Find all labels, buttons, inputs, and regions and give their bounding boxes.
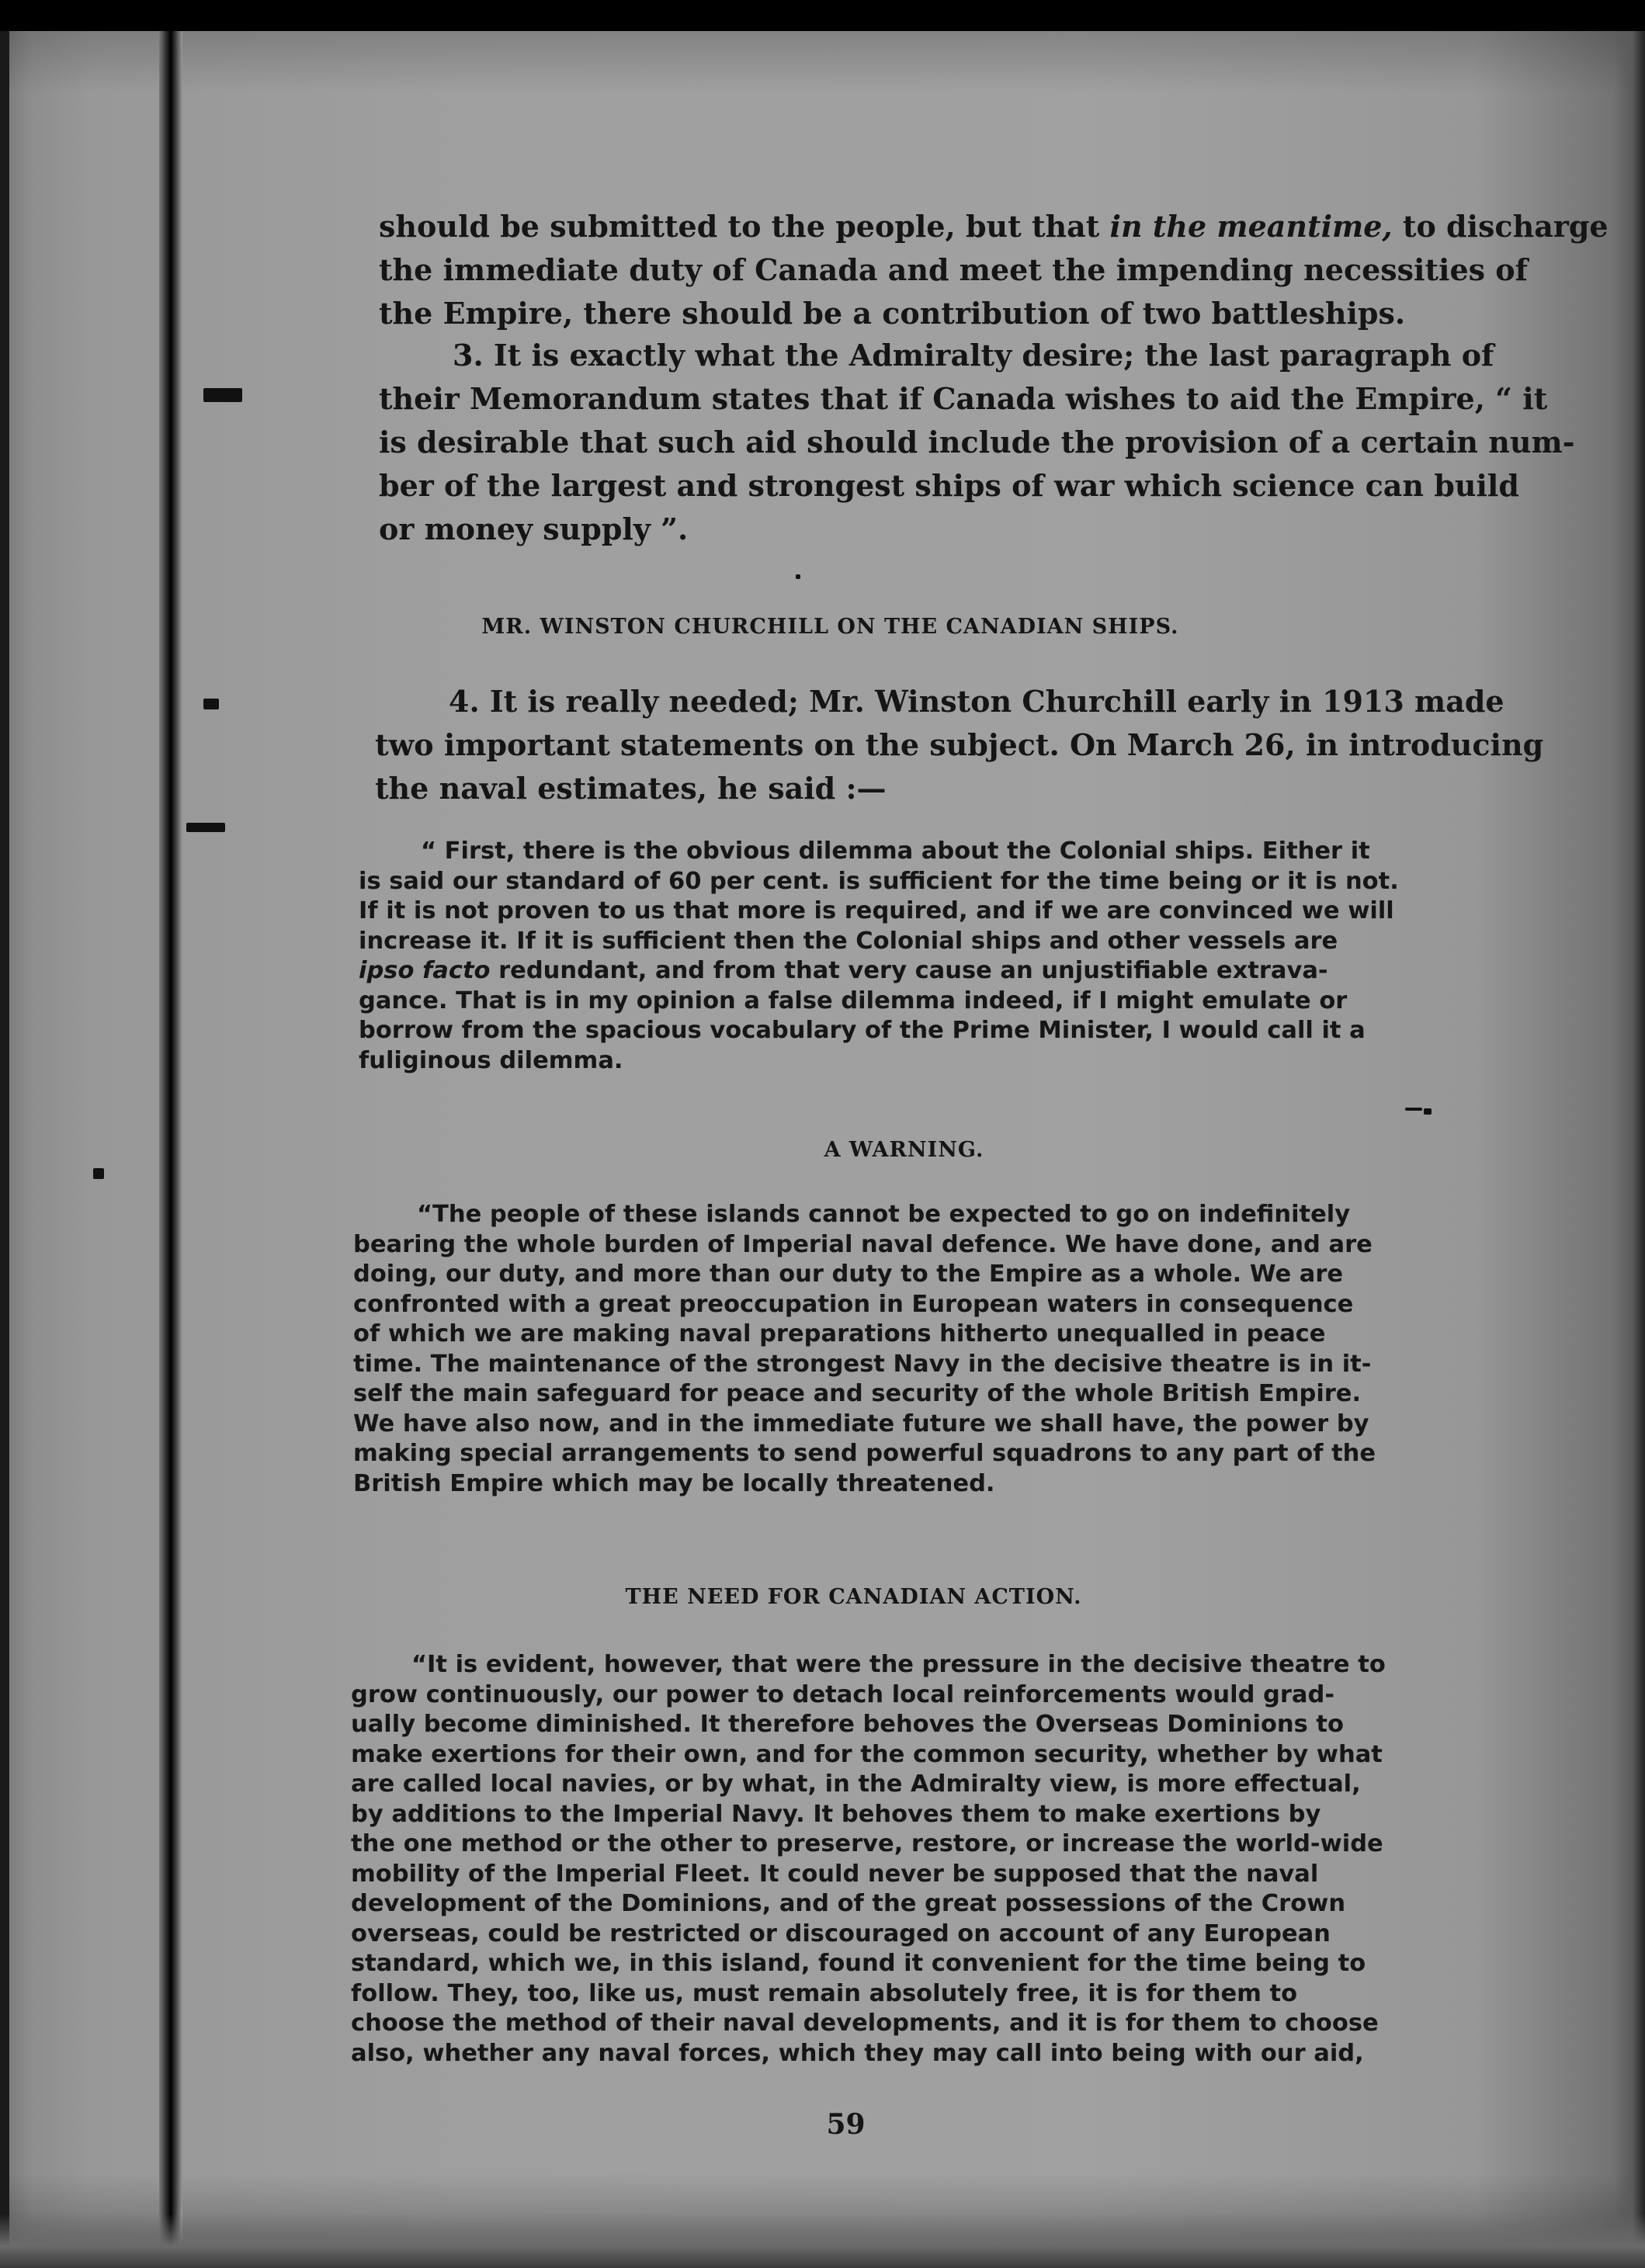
text-line: of which we are making naval preparations hitherto unequalled in peace bbox=[353, 1320, 1326, 1347]
scan-speck bbox=[1405, 1108, 1422, 1111]
text-line: ipso facto redundant, and from that very cause an unjustifiable extrava- bbox=[359, 957, 1328, 984]
scan-speck bbox=[186, 823, 225, 832]
text-line: grow continuously, our power to detach local reinforcements would grad- bbox=[351, 1680, 1335, 1708]
scan-speck bbox=[796, 574, 800, 579]
text-line: We have also now, and in the immediate future we shall have, the power by bbox=[353, 1410, 1369, 1437]
text-line: are called local navies, or by what, in the Admiralty view, is more effectual, bbox=[351, 1770, 1361, 1798]
text-line: overseas, could be restricted or discouraged on account of any European bbox=[351, 1919, 1331, 1947]
text-line: fuliginous dilemma. bbox=[359, 1046, 623, 1074]
text-line: two important statements on the subject. On March 26, in introducing bbox=[375, 727, 1544, 762]
text-line: choose the method of their naval developments, and it is for them to choose bbox=[351, 2010, 1379, 2037]
text-line: gance. That is in my opinion a false dilemma indeed, if I might emulate or bbox=[359, 987, 1348, 1014]
page-number: 59 bbox=[826, 2108, 866, 2141]
text-line: British Empire which may be locally threatened. bbox=[353, 1469, 995, 1497]
text-line: “ First, there is the obvious dilemma about the Colonial ships. Either it bbox=[421, 837, 1370, 865]
text-line: is desirable that such aid should include the provision of a certain num- bbox=[379, 425, 1575, 459]
paragraph-continuation bbox=[379, 205, 1609, 335]
text-line: is said our standard of 60 per cent. is sufficient for the time being or it is not. bbox=[359, 867, 1399, 895]
text-line: increase it. If it is sufficient then the Colonial ships and other vessels are bbox=[359, 927, 1338, 955]
scan-speck bbox=[93, 1168, 104, 1179]
text-line: make exertions for their own, and for the common security, whether by what bbox=[351, 1740, 1383, 1768]
text-line: by additions to the Imperial Navy. It behoves them to make exertions by bbox=[351, 1800, 1321, 1828]
text-line: “The people of these islands cannot be expected to go on indefinitely bbox=[417, 1201, 1351, 1228]
paragraph-4 bbox=[375, 680, 1544, 810]
scan-speck bbox=[203, 388, 242, 402]
text-line: ually become diminished. It therefore behoves the Overseas Dominions to bbox=[351, 1711, 1344, 1738]
text-line: mobility of the Imperial Fleet. It could never be supposed that the naval bbox=[351, 1860, 1319, 1888]
scan-speck bbox=[1424, 1108, 1432, 1115]
italic-phrase: in the meantime, bbox=[1109, 209, 1393, 244]
text-line: their Memorandum states that if Canada wishes to aid the Empire, “ it bbox=[379, 381, 1548, 416]
text-line: “It is evident, however, that were the pressure in the decisive theatre to bbox=[411, 1651, 1386, 1678]
text-line: 3. It is exactly what the Admiralty desire; the last paragraph of bbox=[453, 338, 1494, 373]
bottom-page-edge bbox=[0, 2214, 1645, 2268]
text-line: doing, our duty, and more than our duty to the Empire as a whole. We are bbox=[353, 1261, 1344, 1288]
text-line: standard, which we, in this island, found it convenient for the time being to bbox=[351, 1950, 1366, 1977]
text-line: borrow from the spacious vocabulary of the Prime Minister, I would call it a bbox=[359, 1017, 1366, 1044]
text-line: the Empire, there should be a contribution of two battleships. bbox=[379, 296, 1406, 331]
quote-warning bbox=[353, 1200, 1448, 1499]
section-heading-churchill: MR. WINSTON CHURCHILL ON THE CANADIAN SHIPS. bbox=[481, 615, 1179, 639]
text-line: confronted with a great preoccupation in European waters in consequence bbox=[353, 1290, 1354, 1318]
section-heading-canadian-action: THE NEED FOR CANADIAN ACTION. bbox=[625, 1585, 1082, 1609]
text-line: ber of the largest and strongest ships of war which science can build bbox=[379, 468, 1519, 503]
italic-phrase: ipso facto bbox=[359, 957, 491, 984]
quote-canadian-action bbox=[351, 1650, 1445, 2069]
quote-colonial-ships bbox=[359, 837, 1453, 1076]
text-line: should be submitted to the people, but that in the meantime, to discharge bbox=[379, 209, 1609, 244]
paragraph-3 bbox=[379, 334, 1575, 551]
text-line: If it is not proven to us that more is required, and if we are convinced we will bbox=[359, 897, 1394, 924]
text-line: 4. It is really needed; Mr. Winston Churchill early in 1913 made bbox=[449, 684, 1504, 719]
text-line: or money supply ”. bbox=[379, 512, 689, 546]
text-line: time. The maintenance of the strongest Navy in the decisive theatre is in it- bbox=[353, 1350, 1372, 1378]
text-line: bearing the whole burden of Imperial naval defence. We have done, and are bbox=[353, 1230, 1373, 1258]
text-line: the one method or the other to preserve, restore, or increase the world-wide bbox=[351, 1830, 1383, 1857]
text-line: making special arrangements to send powerful squadrons to any part of the bbox=[353, 1440, 1376, 1467]
text-line: the immediate duty of Canada and meet the impending necessities of bbox=[379, 252, 1528, 287]
scan-speck bbox=[203, 699, 219, 709]
text-line: development of the Dominions, and of the great possessions of the Crown bbox=[351, 1890, 1346, 1917]
text-line: also, whether any naval forces, which they may call into being with our aid, bbox=[351, 2039, 1364, 2067]
text-line: self the main safeguard for peace and security of the whole British Empire. bbox=[353, 1380, 1362, 1407]
left-gutter bbox=[0, 31, 9, 2268]
section-heading-warning: A WARNING. bbox=[824, 1138, 984, 1162]
text-line: follow. They, too, like us, must remain absolutely free, it is for them to bbox=[351, 1979, 1298, 2007]
text-line: the naval estimates, he said :— bbox=[375, 771, 887, 806]
